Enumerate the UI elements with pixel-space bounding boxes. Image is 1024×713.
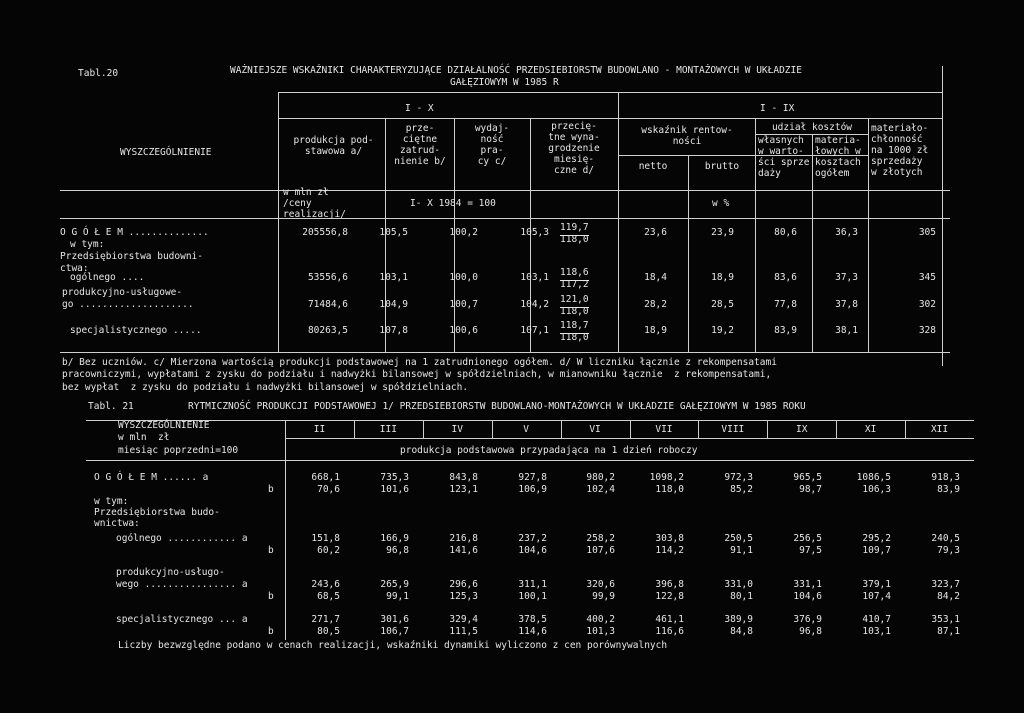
t21-month-header: V <box>523 424 529 435</box>
t20-cell-mch: 305 <box>918 227 936 238</box>
t21-cell: 258,2 <box>586 533 615 544</box>
t21-cell: 99,1 <box>386 591 409 602</box>
t21-cell: 301,6 <box>380 614 409 625</box>
t20-vline <box>688 155 689 352</box>
t21-cell: 96,8 <box>386 545 409 556</box>
t21-cell: 68,5 <box>317 591 340 602</box>
t20-stub-przedsiebiorstwa: Przedsiębiorstwa budowni- <box>60 251 203 262</box>
t21-stub-prod-usl: produkcyjno-usługo- <box>116 567 225 578</box>
t21-cell: 980,2 <box>586 472 615 483</box>
t21-cell: 104,6 <box>793 591 822 602</box>
t21-cell: 91,1 <box>730 545 753 556</box>
t21-cell: 122,8 <box>655 591 684 602</box>
t20-cell-prod: 71484,6 <box>307 299 348 310</box>
t21-rule-header-bottom <box>86 460 974 461</box>
t21-cell: 98,7 <box>799 484 822 495</box>
t20-cell-wag-denominator: 117,2 <box>560 279 589 290</box>
t21-row-label: wego ................ a <box>116 579 248 590</box>
t20-cell-wyd: 100,2 <box>449 227 478 238</box>
t21-cell: 237,2 <box>518 533 547 544</box>
t20-cell-wyd: 100,7 <box>449 299 478 310</box>
t20-row-label: specjalistycznego ..... <box>70 325 202 336</box>
t20-cell-zatr: 105,5 <box>379 227 408 238</box>
t21-month-header: III <box>379 424 397 435</box>
t20-cell-wag-denominator: 118,0 <box>560 234 589 245</box>
t21-month-header: XI <box>864 424 877 435</box>
t20-col-brutto: brutto <box>704 161 740 172</box>
t20-row-label: ogólnego .... <box>70 272 145 283</box>
t21-row-b-marker: b <box>268 484 274 495</box>
t20-stub-tym: w tym: <box>70 239 105 250</box>
t21-cell: 1086,5 <box>856 472 891 483</box>
t20-group-i-ix: I - IX <box>760 103 795 114</box>
t21-cell: 111,5 <box>449 626 478 637</box>
t21-cell: 265,9 <box>380 579 409 590</box>
t21-cell: 240,5 <box>931 533 960 544</box>
t20-col-wydajnosc: wydaj- ność pra- cy c/ <box>474 123 510 167</box>
t21-cell: 250,5 <box>724 533 753 544</box>
t20-cell-wyn: 104,2 <box>520 299 549 310</box>
t20-cell-mch: 302 <box>918 299 936 310</box>
t21-cell: 389,9 <box>724 614 753 625</box>
t20-unit-pct: w % <box>712 198 730 209</box>
t21-cell: 60,2 <box>317 545 340 556</box>
t21-cell: 311,1 <box>518 579 547 590</box>
t21-cell: 70,6 <box>317 484 340 495</box>
t21-cell: 84,8 <box>730 626 753 637</box>
t21-cell: 1098,2 <box>649 472 684 483</box>
t21-stub-tym: w tym: Przedsiębiorstwa budo- wnictwa: <box>94 496 220 529</box>
t21-cell: 295,2 <box>862 533 891 544</box>
t21-cell: 141,6 <box>449 545 478 556</box>
t21-cell: 85,2 <box>730 484 753 495</box>
table20-title-line1: WAŻNIEJSZE WSKAŹNIKI CHARAKTERYZUJĄCE DZIAŁALNOŚĆ PRZEDSIEBIORSTW BUDOWLANO - MONTAŻOWYCH W UKŁADZIE <box>230 65 802 76</box>
t21-cell: 99,9 <box>592 591 615 602</box>
t20-cell-wlas: 77,8 <box>774 299 797 310</box>
t20-cell-brutto: 18,9 <box>711 272 734 283</box>
t20-cell-wyd: 100,0 <box>449 272 478 283</box>
t21-cell: 125,3 <box>449 591 478 602</box>
t21-month-header: IX <box>796 424 808 435</box>
t20-rule-bottom <box>60 352 950 353</box>
t21-cell: 100,1 <box>518 591 547 602</box>
t20-cell-mch: 345 <box>918 272 936 283</box>
t20-row-label: go .................... <box>62 299 194 310</box>
t21-cell: 331,1 <box>793 579 822 590</box>
t20-rule-header-bottom <box>60 190 950 191</box>
t21-cell: 101,3 <box>586 626 615 637</box>
t21-vline <box>285 420 286 640</box>
t21-cell: 216,8 <box>449 533 478 544</box>
t21-month-header: VII <box>655 424 673 435</box>
t20-cell-prod: 53556,6 <box>307 272 348 283</box>
t21-cell: 123,1 <box>449 484 478 495</box>
t21-cell: 151,8 <box>311 533 340 544</box>
t21-rule-months <box>285 438 974 439</box>
t21-cell: 461,1 <box>655 614 684 625</box>
t20-cell-netto: 23,6 <box>644 227 667 238</box>
t21-cell: 97,5 <box>799 545 822 556</box>
t21-cell: 107,6 <box>586 545 615 556</box>
t20-vline <box>618 92 619 352</box>
t21-cell: 80,1 <box>730 591 753 602</box>
t21-cell: 101,6 <box>380 484 409 495</box>
t21-row-b-marker: b <box>268 545 274 556</box>
t21-month-header: VIII <box>721 424 745 435</box>
t20-cell-wlas: 83,6 <box>774 272 797 283</box>
t20-stub-header: WYSZCZEGÓLNIENIE <box>120 147 212 158</box>
t21-row-b-marker: b <box>268 591 274 602</box>
t21-cell: 323,7 <box>931 579 960 590</box>
t21-month-header: XII <box>930 424 949 435</box>
t21-cell: 735,3 <box>380 472 409 483</box>
t21-cell: 410,7 <box>862 614 891 625</box>
t20-cell-wag-numerator: 118,6 <box>560 268 589 281</box>
t20-col-rentownosc: wskaźnik rentow- ności <box>641 125 733 147</box>
t21-cell: 87,1 <box>937 626 960 637</box>
t21-cell: 243,6 <box>311 579 340 590</box>
t20-col-wlasnych: własnych w warto- ści sprze daży <box>758 135 810 179</box>
t21-row-label: specjalistycznego ... a <box>116 614 248 625</box>
t20-col-produkcja: produkcja pod- stawowa a/ <box>293 135 374 157</box>
t20-cell-netto: 28,2 <box>644 299 667 310</box>
t20-rule-unit-bottom <box>60 218 950 219</box>
t21-subheader: produkcja podstawowa przypadająca na 1 dzień roboczy <box>400 445 698 456</box>
t20-cell-prod: 80263,5 <box>307 325 348 336</box>
t21-cell: 80,5 <box>317 626 340 637</box>
t21-cell: 96,8 <box>799 626 822 637</box>
t21-month-header: IV <box>451 424 463 435</box>
t20-cell-mch: 328 <box>918 325 936 336</box>
t20-cell-mat: 37,3 <box>835 272 858 283</box>
t21-cell: 303,8 <box>655 533 684 544</box>
t20-col-zatrudnienie: prze- ciętne zatrud- nienie b/ <box>394 123 446 167</box>
t20-cell-wag-numerator: 118,7 <box>560 321 589 334</box>
table21-title: RYTMICZNOŚĆ PRODUKCJI PODSTAWOWEJ 1/ PRZEDSIEBIORSTW BUDOWLANO-MONTAŻOWYCH W UKŁADZIE GAŁĘZIOWYM W 1985 ROKU <box>188 401 806 412</box>
t20-cell-netto: 18,9 <box>644 325 667 336</box>
t21-cell: 106,7 <box>380 626 409 637</box>
t20-vline <box>868 118 869 352</box>
t21-footer: Liczby bezwzględne podano w cenach realizacji, wskaźniki dynamiki wyliczono z cen porównywalnych <box>118 640 668 651</box>
t20-cell-wyn: 107,1 <box>520 325 549 336</box>
t21-cell: 104,6 <box>518 545 547 556</box>
t20-cell-wlas: 80,6 <box>774 227 797 238</box>
t20-col-wynagrodzenie: przecię- tne wyna- grodzenie miesię- czne d/ <box>548 121 600 176</box>
t21-cell: 84,2 <box>937 591 960 602</box>
t21-cell: 965,5 <box>793 472 822 483</box>
t20-cell-wag-numerator: 119,7 <box>560 223 589 236</box>
t20-cell-wag-denominator: 118,0 <box>560 306 589 317</box>
t21-cell: 927,8 <box>518 472 547 483</box>
t21-row-label: O G Ó Ł E M ...... a <box>94 472 209 483</box>
t20-col-udzial: udział kosztów <box>771 122 853 133</box>
t21-cell: 256,5 <box>793 533 822 544</box>
t21-cell: 118,0 <box>655 484 684 495</box>
t21-cell: 353,1 <box>931 614 960 625</box>
t20-cell-wag-numerator: 121,0 <box>560 295 589 308</box>
t21-cell: 79,3 <box>937 545 960 556</box>
t20-cell-wyn: 105,3 <box>520 227 549 238</box>
t20-stub-ctwa: ctwa: <box>60 263 89 274</box>
t20-cell-brutto: 19,2 <box>711 325 734 336</box>
t20-cell-zatr: 107,8 <box>379 325 408 336</box>
t21-cell: 400,2 <box>586 614 615 625</box>
t21-row-label: ogólnego ............ a <box>116 533 248 544</box>
t21-cell: 843,8 <box>449 472 478 483</box>
table20-label: Tabl.20 <box>78 68 119 79</box>
t20-rule-top <box>278 92 942 93</box>
t21-cell: 271,7 <box>311 614 340 625</box>
t20-cell-prod: 205556,8 <box>302 227 348 238</box>
t21-cell: 378,5 <box>518 614 547 625</box>
t21-cell: 109,7 <box>862 545 891 556</box>
t20-cell-mat: 38,1 <box>835 325 858 336</box>
t21-cell: 116,6 <box>655 626 684 637</box>
t20-cell-zatr: 104,9 <box>379 299 408 310</box>
t21-row-b-marker: b <box>268 626 274 637</box>
t20-vline <box>278 92 279 352</box>
t20-unit-index: I- X 1984 = 100 <box>410 198 496 209</box>
t20-cell-wyd: 100,6 <box>449 325 478 336</box>
t21-cell: 396,8 <box>655 579 684 590</box>
t20-row-label: O G Ó Ł E M .............. <box>60 227 209 238</box>
t21-cell: 107,4 <box>862 591 891 602</box>
t21-month-header: VI <box>589 424 601 435</box>
t21-stub-header: WYSZCZEGÓLNIENIE w mln zł miesiąc poprzedni=100 <box>118 420 239 456</box>
t21-cell: 329,4 <box>449 614 478 625</box>
t20-col-materialochlonnosc: materiało- chłonność na 1000 zł sprzedaży w złotych <box>871 123 929 178</box>
t20-cell-wag-denominator: 118,0 <box>560 332 589 343</box>
t21-cell: 106,9 <box>518 484 547 495</box>
t20-unit-mln: w mln zł /ceny realizacji/ <box>283 187 346 220</box>
t20-cell-brutto: 23,9 <box>711 227 734 238</box>
t20-vline-right <box>942 66 943 366</box>
t20-cell-wlas: 83,9 <box>774 325 797 336</box>
t21-cell: 106,3 <box>862 484 891 495</box>
t20-vline <box>812 134 813 352</box>
t21-cell: 668,1 <box>311 472 340 483</box>
t20-vline <box>755 118 756 352</box>
t20-cell-zatr: 103,1 <box>379 272 408 283</box>
t20-cell-mat: 36,3 <box>835 227 858 238</box>
t21-cell: 114,6 <box>518 626 547 637</box>
t20-rule-group <box>278 118 942 119</box>
t20-footnote: b/ Bez uczniów. c/ Mierzona wartością produkcji podstawowej na 1 zatrudnionego ogółem. d/ W liczniku łącznie z rekompensatami pracowniczymi, wypłatami z zysku do podziału i nadwyżki bilansowej w spółdzielniach, w mianowniku łącznie z rekompensatami, bez wypłat z zysku do podziału i nadwyżki bilansowej w spółdzielniach. <box>62 357 777 393</box>
t21-cell: 320,6 <box>586 579 615 590</box>
t20-col-netto: netto <box>638 161 668 172</box>
t21-cell: 918,3 <box>931 472 960 483</box>
t20-cell-mat: 37,8 <box>835 299 858 310</box>
t21-cell: 102,4 <box>586 484 615 495</box>
t21-cell: 83,9 <box>937 484 960 495</box>
t21-cell: 296,6 <box>449 579 478 590</box>
t20-cell-netto: 18,4 <box>644 272 667 283</box>
t21-cell: 166,9 <box>380 533 409 544</box>
table21-label: Tabl. 21 <box>88 401 134 412</box>
t21-cell: 114,2 <box>655 545 684 556</box>
t20-cell-wyn: 103,1 <box>520 272 549 283</box>
t21-cell: 972,3 <box>724 472 753 483</box>
t21-cell: 376,9 <box>793 614 822 625</box>
t20-group-ix: I - X <box>405 103 434 114</box>
t20-col-materialowych: materia- łowych w kosztach ogółem <box>815 135 861 179</box>
t21-cell: 331,0 <box>724 579 753 590</box>
t20-stub-prod-usl: produkcyjno-usługowe- <box>62 287 183 298</box>
t21-cell: 379,1 <box>862 579 891 590</box>
t21-month-header: II <box>313 424 326 435</box>
table20-title-line2: GAŁĘZIOWYM W 1985 R <box>450 77 559 88</box>
t20-cell-brutto: 28,5 <box>711 299 734 310</box>
t21-cell: 103,1 <box>862 626 891 637</box>
